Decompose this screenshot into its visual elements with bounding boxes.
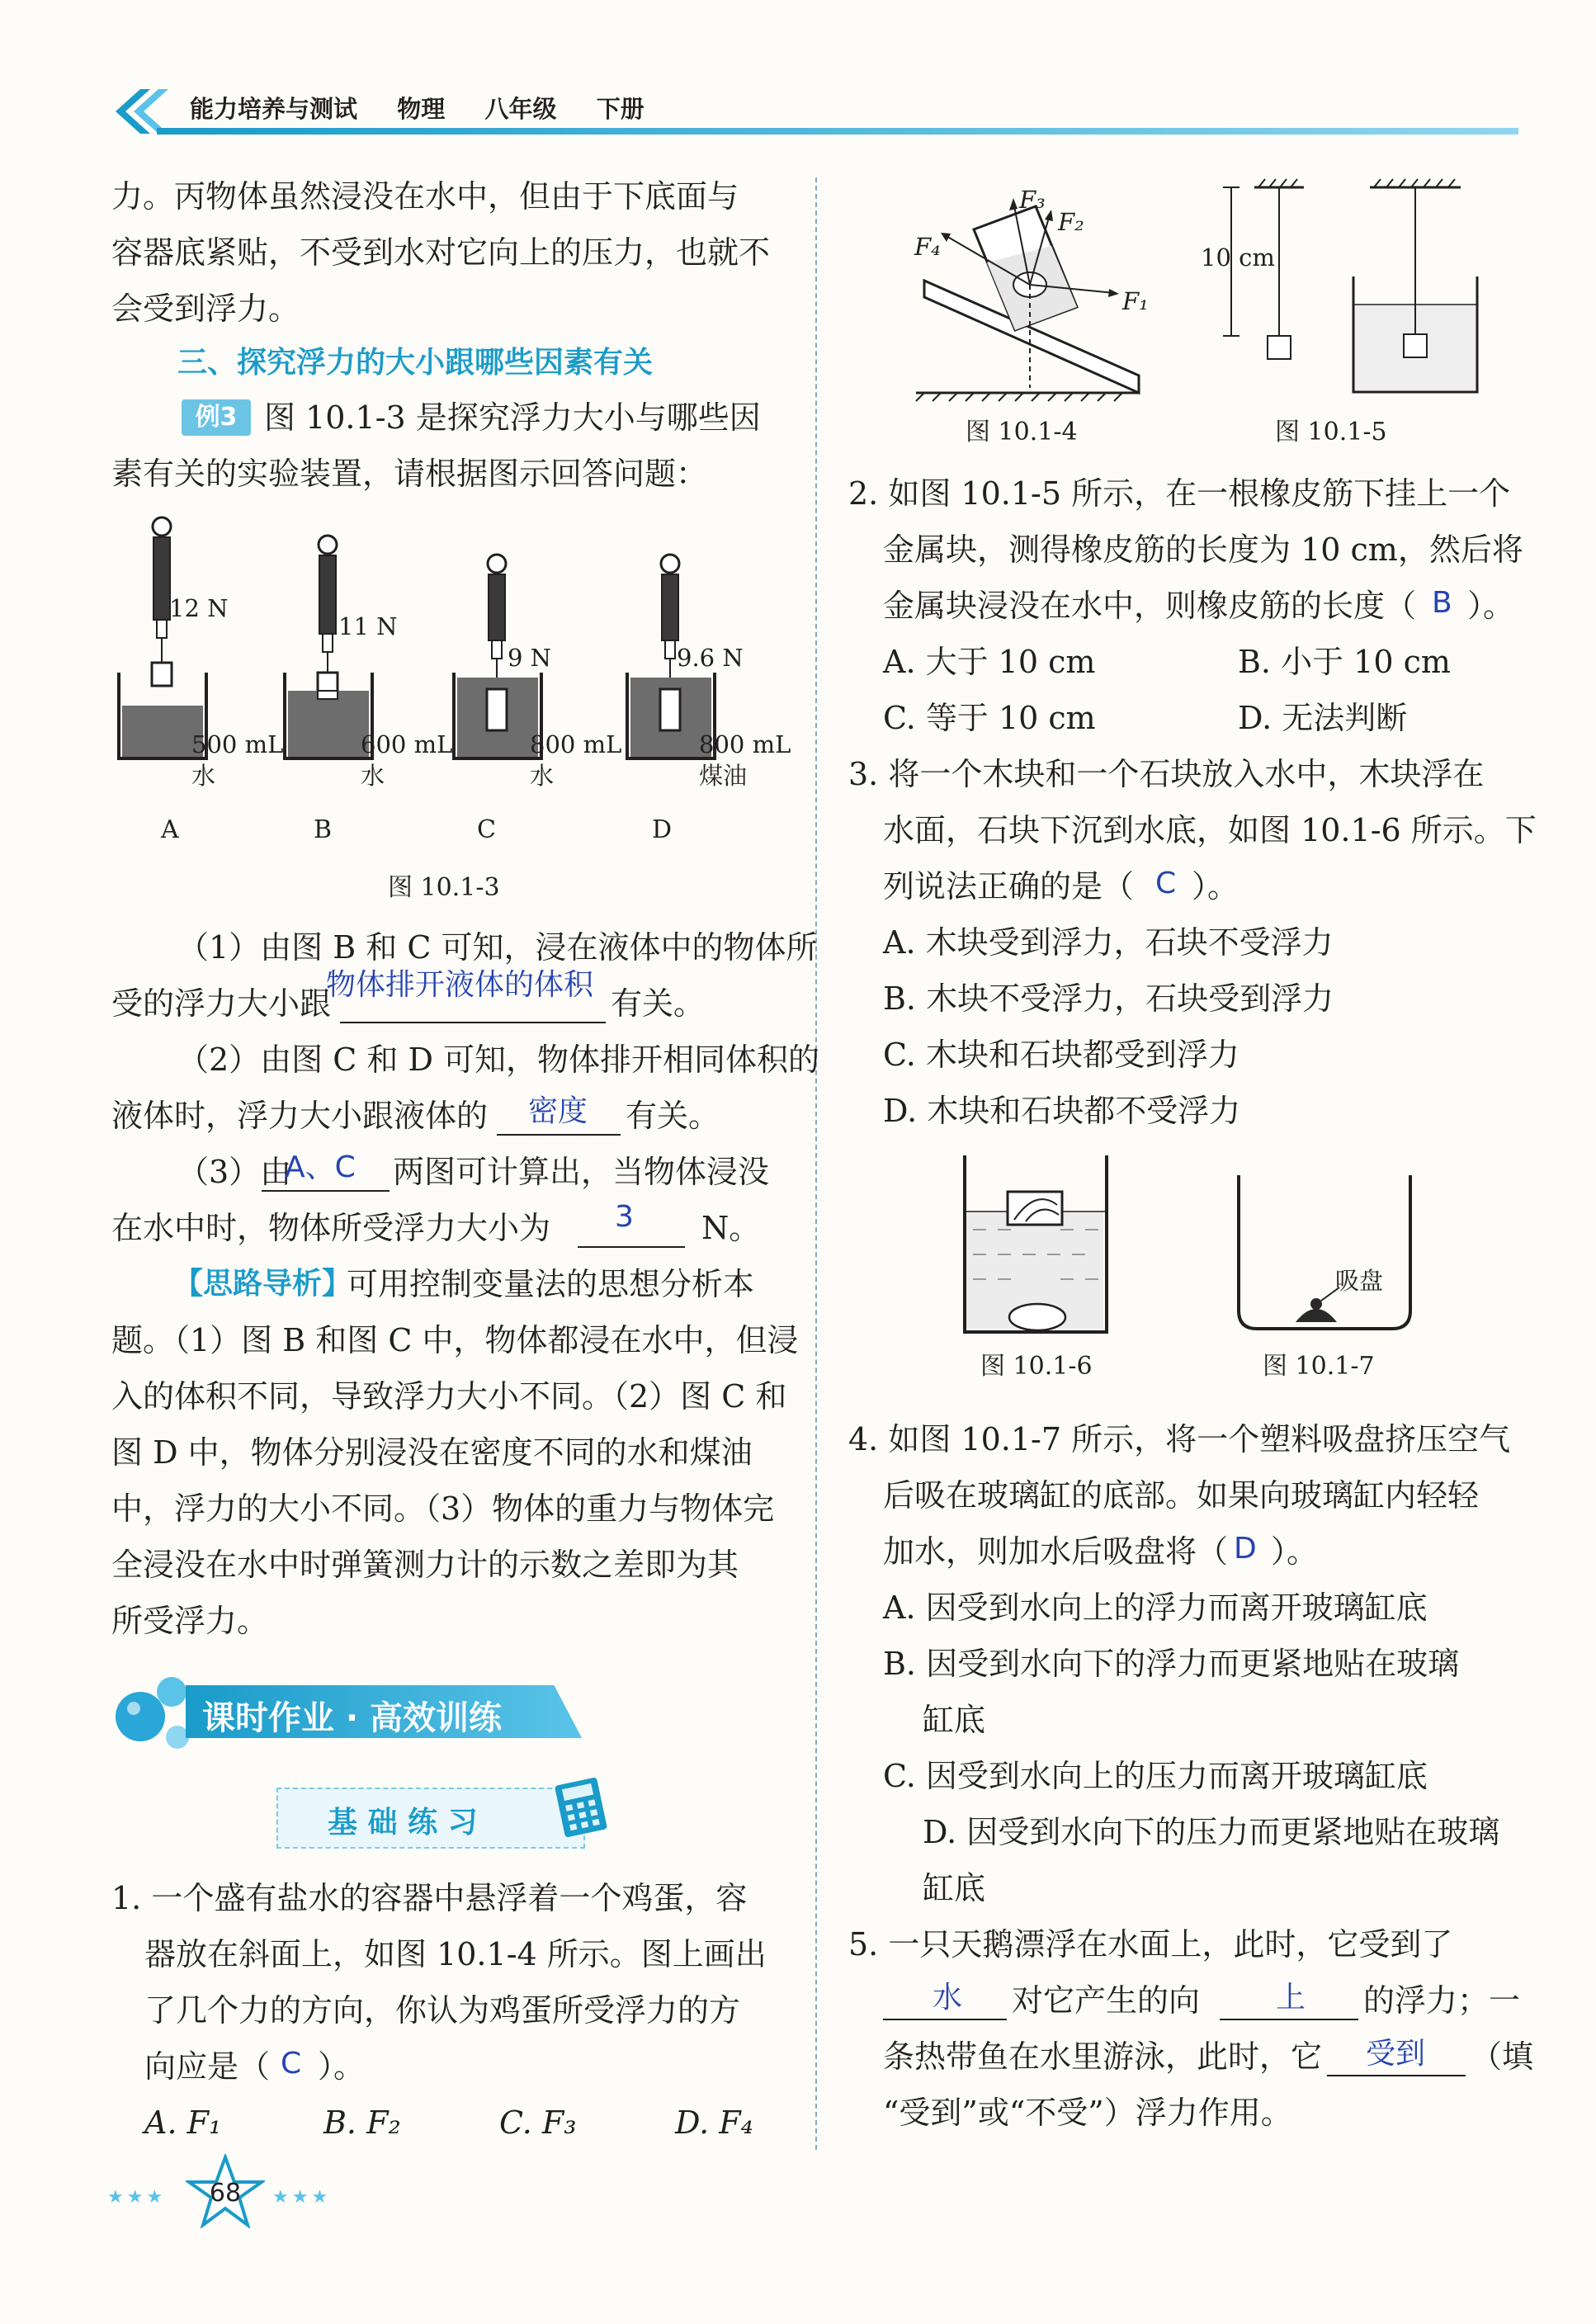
q1-answer: 物体排开液体的体积 [326,968,594,1002]
analysis-line: 所受浮力。 [111,1603,269,1639]
volume-a: 500 mL [191,730,284,758]
page-number: 68 [209,2179,242,2208]
volume-d: 800 mL [699,730,791,758]
setup-a [119,517,206,758]
letter-a: A [161,815,179,844]
p2-line: 金属块，测得橡皮筋的长度为 10 cm，然后将 [883,531,1523,568]
header-grade: 八年级 [484,95,557,123]
p1-suffix: ）。 [318,2048,366,2085]
q1-suffix: 有关。 [611,985,706,1022]
liquid-d: 煤油 [699,762,748,790]
p1-option: A. F₁ [144,2104,222,2141]
header-subject: 物理 [397,95,446,123]
banner-title: 课时作业 · 高效训练 [202,1699,503,1737]
analysis-line: 图 D 中，物体分别浸没在密度不同的水和煤油 [111,1434,753,1471]
figure-caption: 图 10.1-6 [980,1352,1093,1381]
p2-answer: B [1432,586,1452,620]
p4-option: D. 因受到水向下的压力而更紧地贴在玻璃 [923,1814,1500,1850]
p3-answer: C [1155,867,1177,900]
analysis-line: 全浸没在水中时弹簧测力计的示数之差即为其 [111,1547,739,1583]
q1-line: （1）由图 B 和 C 可知，浸在液体中的物体所 [177,929,818,966]
example-line: 图 10.1-3 是探究浮力大小与哪些因 [264,399,761,436]
p2-prefix: 金属块浸没在水中，则橡皮筋的长度（ [883,588,1417,624]
liquid-a: 水 [191,762,216,790]
volume-b: 600 mL [361,730,453,758]
p5-blank-3 [1327,2075,1466,2076]
p1-option: B. F₂ [323,2104,401,2141]
q1-blank [340,1022,606,1023]
p5-suffix: （填 [1471,2038,1534,2075]
column-divider [815,177,817,2150]
example-badge: 例3 [182,399,251,436]
q2-blank [497,1134,621,1136]
figure-10-1-5 [1213,177,1535,409]
setup-b [285,536,372,758]
letter-c: C [477,815,496,844]
p2-option: A. 大于 10 cm [883,644,1096,680]
p2-line: 2. 如图 10.1-5 所示，在一根橡皮筋下挂上一个 [848,475,1511,512]
q3-blank [262,1190,390,1192]
figure-10-1-4 [908,182,1147,404]
p1-option: C. F₃ [499,2104,577,2141]
p3-line: 3. 将一个木块和一个石块放入水中，木块浮在 [848,756,1485,792]
calculator-icon [553,1774,611,1840]
reading-a: 12 N [169,594,229,622]
intro-line: 力。丙物体虽然浸没在水中，但由于下底面与 [111,178,739,215]
figure-caption: 图 10.1-5 [1275,418,1387,446]
analysis-line: 可用控制变量法的思想分析本 [347,1266,755,1302]
q3-suffix: 两图可计算出，当物体浸没 [393,1154,770,1190]
force-label: F₄ [914,233,941,261]
p4-option: 缸底 [923,1702,986,1738]
p5-line: “受到”或“不受”）浮力作用。 [883,2095,1292,2131]
p2-option: B. 小于 10 cm [1238,644,1451,680]
header-title: 能力培养与测试 [190,95,358,123]
length-label: 10 cm [1201,243,1275,272]
p5-blank-1 [883,2019,1007,2020]
liquid-c: 水 [530,762,555,790]
q2-line: （2）由图 C 和 D 可知，物体排开相同体积的 [177,1042,820,1078]
q3-answer: A、C [285,1150,356,1184]
q3b-prefix: 在水中时，物体所受浮力大小为 [111,1210,551,1246]
analysis-line: 中，浮力的大小不同。（3）物体的重力与物体完 [111,1490,775,1527]
p3-option: B. 木块不受浮力，石块受到浮力 [883,980,1334,1017]
p1-answer: C [281,2047,302,2081]
p3-line: 水面，石块下沉到水底，如图 10.1-6 所示。下 [883,812,1537,848]
p4-option: 缸底 [923,1870,986,1906]
q3b-answer: 3 [615,1200,634,1234]
intro-line: 容器底紧贴，不受到水对它向上的压力，也就不 [111,234,771,271]
force-label: F₃ [1019,186,1046,214]
reading-c: 9 N [508,644,552,672]
page-footer: ★★★ 68 ★★★ [107,2154,371,2228]
p2-option: C. 等于 10 cm [883,700,1096,736]
p5-text: 对它产生的向 [1012,1982,1201,2019]
p2-suffix: ）。 [1467,588,1515,624]
p3-prefix: 列说法正确的是（ [883,868,1135,905]
suction-cup-label: 吸盘 [1335,1267,1384,1295]
letter-d: D [652,815,673,844]
p2-option: D. 无法判断 [1238,700,1408,736]
p4-option: A. 因受到水向上的浮力而离开玻璃缸底 [883,1589,1428,1626]
q3-prefix: （3）由 [177,1154,292,1190]
q2-prefix: 液体时，浮力大小跟液体的 [111,1098,489,1134]
p4-line: 4. 如图 10.1-7 所示，将一个塑料吸盘挤压空气 [848,1421,1511,1457]
p5-answer-3: 受到 [1366,2037,1426,2071]
force-label: F₂ [1058,208,1084,236]
p5-answer-2: 上 [1276,1981,1306,2015]
p4-prefix: 加水，则加水后吸盘将（ [883,1533,1229,1570]
subbanner-title: 基 础 练 习 [328,1806,478,1840]
p5-answer-1: 水 [933,1981,963,2015]
header-bar [99,83,1518,140]
p3-option: D. 木块和石块都不受浮力 [883,1093,1241,1129]
p3-suffix: ）。 [1192,868,1239,905]
reading-d: 9.6 N [677,644,744,672]
figure-caption: 图 10.1-3 [388,873,500,902]
p5-text: 的浮力；一 [1363,1982,1521,2019]
figure-caption: 图 10.1-7 [1263,1352,1375,1381]
p1-option: D. F₄ [675,2104,753,2141]
header-band [157,128,1518,135]
figure-10-1-6 [961,1155,1110,1337]
q1-prefix: 受的浮力大小跟 [111,985,332,1022]
figure-10-1-3 [107,508,800,862]
p5-prefix: 条热带鱼在水里游泳，此时，它 [883,2038,1323,2075]
p1-line: 1. 一个盛有盐水的容器中悬浮着一个鸡蛋，容 [111,1880,748,1916]
p4-answer: D [1234,1532,1257,1566]
figure-10-1-7 [1234,1172,1415,1337]
figure-caption: 图 10.1-4 [966,418,1078,446]
force-label: F₁ [1122,287,1149,315]
analysis-label: 【思路导析】 [173,1267,352,1301]
letter-b: B [314,815,333,844]
intro-line: 会受到浮力。 [111,290,300,327]
reading-b: 11 N [338,612,398,640]
section-title: 三、探究浮力的大小跟哪些因素有关 [177,346,654,380]
p4-suffix: ）。 [1271,1533,1319,1570]
p3-option: C. 木块和石块都受到浮力 [883,1037,1239,1073]
q3b-suffix: N。 [701,1210,761,1246]
homework-banner [107,1667,594,1758]
volume-c: 800 mL [530,730,622,758]
p4-option: B. 因受到水向下的浮力而更紧地贴在玻璃 [883,1646,1460,1682]
p4-line: 后吸在玻璃缸的底部。如果向玻璃缸内轻轻 [883,1477,1480,1514]
p1-line: 了几个力的方向，你认为鸡蛋所受浮力的方 [144,1992,741,2029]
practice-subbanner [276,1788,585,1849]
p1-line: 器放在斜面上，如图 10.1-4 所示。图上画出 [144,1936,767,1972]
q3b-blank [578,1246,685,1248]
example-line: 素有关的实验装置，请根据图示回答问题： [111,456,708,492]
q2-suffix: 有关。 [626,1098,720,1134]
analysis-line: 入的体积不同，导致浮力大小不同。（2）图 C 和 [111,1378,787,1415]
p1-prefix: 向应是（ [144,2048,271,2085]
p4-option: C. 因受到水向上的压力而离开玻璃缸底 [883,1758,1428,1794]
p5-blank-2 [1220,2019,1358,2020]
liquid-b: 水 [361,762,385,790]
analysis-line: 题。（1）图 B 和图 C 中，物体都浸在水中，但浸 [111,1322,799,1358]
q2-answer: 密度 [528,1094,588,1128]
p5-line: 5. 一只天鹅漂浮在水面上，此时，它受到了 [848,1926,1453,1963]
header-volume: 下册 [596,95,645,123]
p3-option: A. 木块受到浮力，石块不受浮力 [883,924,1334,961]
